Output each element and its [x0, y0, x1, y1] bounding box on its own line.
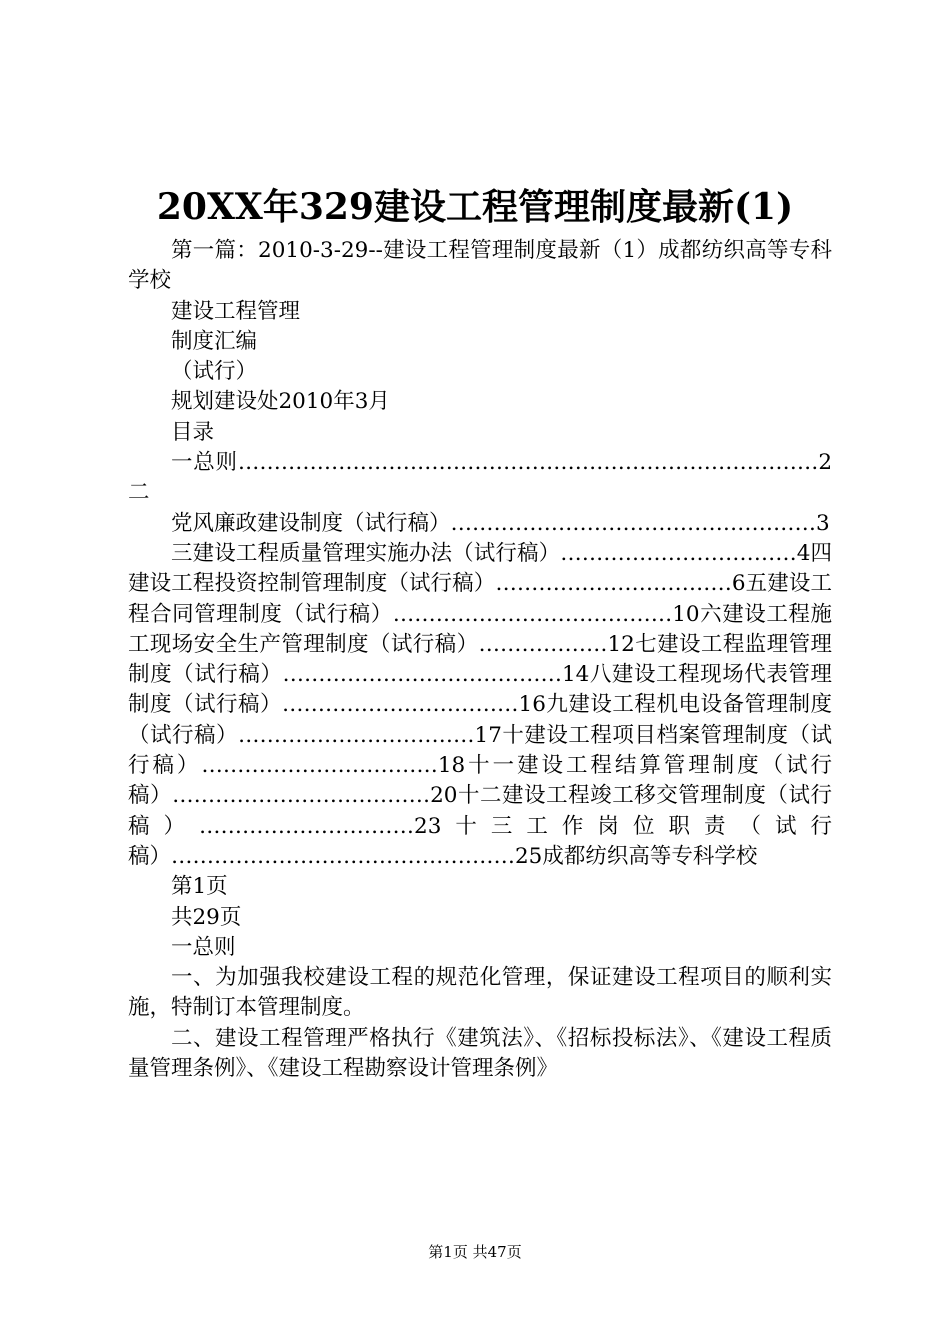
- page-footer: 第1页 共47页: [428, 1243, 522, 1261]
- document-title: 20XX年329建设工程管理制度最新(1): [156, 186, 794, 228]
- paragraph: 共29页: [171, 904, 242, 930]
- toc-entry: 三建设工程质量管理实施办法（试行稿）……………………………4四建设工程投资控制管理制度（试行稿）……………………………6五建设工程合同管理制度（试行稿）…………………………………10六建设工程施工现场安全生产管理制度（试行稿）………………12七建设工程监理管理制度（试行稿）…………………………………14八建设工程现场代表管理制度（试行稿）……………………………16九建设工程机电设备管理制度（试行稿）……………………………17十建设工程项目档案管理制度（试行稿）……………………………18十一建设工程结算管理制度（试行稿）………………………………20十二建设工程竣工移交管理制度（试行稿）…………………………23十三工作岗位职责（试行稿）…………………………………………25成都纺织高等专科学校: [128, 540, 832, 869]
- section-heading: 一总则: [171, 934, 236, 960]
- paragraph: 制度汇编: [171, 328, 258, 354]
- document-body: [128, 236, 832, 1084]
- toc-entry: 党风廉政建设制度（试行稿）……………………………………………3: [171, 510, 830, 536]
- paragraph: 二、建设工程管理严格执行《建筑法》、《招标投标法》、《建设工程质量管理条例》、《建设工程勘察设计管理条例》: [128, 1025, 832, 1082]
- paragraph: 第一篇：2010-3-29--建设工程管理制度最新（1）成都纺织高等专科学校: [128, 238, 832, 294]
- paragraph: 一、为加强我校建设工程的规范化管理，保证建设工程项目的顺利实施，特制订本管理制度。: [128, 965, 832, 1021]
- toc-entry: 一总则………………………………………………………………………2二: [128, 450, 832, 506]
- paragraph: 建设工程管理: [171, 298, 301, 324]
- paragraph: （试行）: [171, 359, 258, 385]
- paragraph: 第1页: [171, 874, 228, 900]
- paragraph: 规划建设处2010年3月: [171, 389, 390, 415]
- paragraph: 目录: [171, 419, 215, 445]
